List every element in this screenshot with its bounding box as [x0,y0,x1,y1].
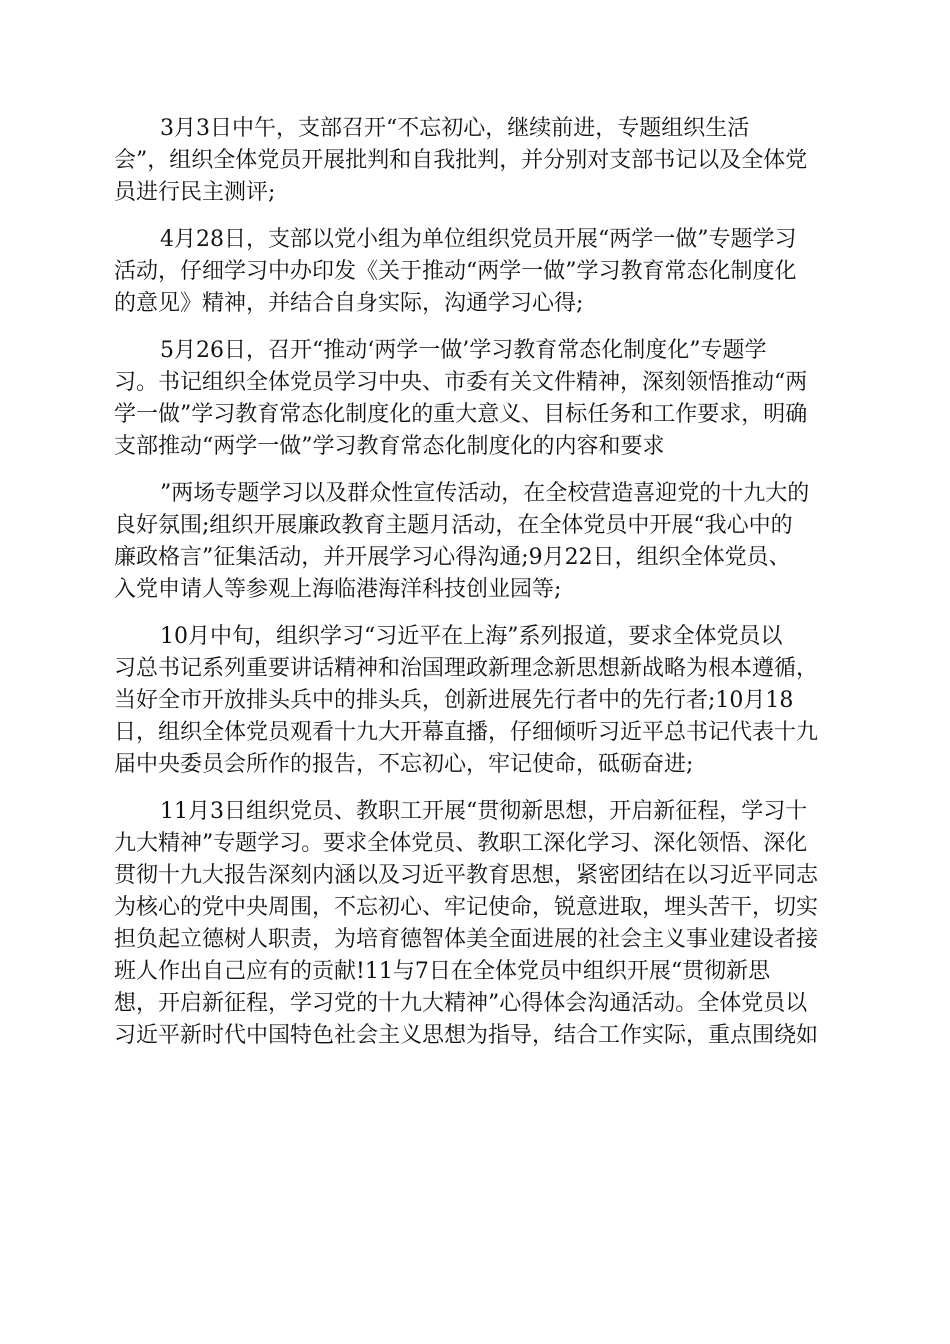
paragraph-propaganda-activities [114,478,838,606]
text-line: 10月中旬，组织学习“习近平在上海”系列报道，要求全体党员以 [160,624,783,649]
paragraph-april-28 [114,224,838,320]
text-line: 习总书记系列重要讲话精神和治国理政新理念新思想新战略为根本遵循， [114,656,819,681]
text-line: 5月26日，召开“推动‘两学一做’学习教育常态化制度化”专题学 [160,338,767,363]
text-line: 九大精神”专题学习。要求全体党员、教职工深化学习、深化领悟、深化 [114,831,808,856]
text-line: 3月3日中午，支部召开“不忘初心，继续前进，专题组织生活 [160,116,750,141]
paragraph-november [114,796,838,1052]
text-line: 想，开启新征程，学习党的十九大精神”心得体会沟通活动。全体党员以 [114,991,808,1016]
text-line: 习。书记组织全体党员学习中央、市委有关文件精神，深刻领悟推动“两 [114,370,808,395]
document-page [114,113,838,1067]
text-line: 届中央委员会所作的报告，不忘初心，牢记使命，砥砺奋进; [114,752,694,777]
text-line: 廉政格言”征集活动，并开展学习心得沟通;9月22日，组织全体党员、 [114,545,791,570]
text-line: 员进行民主测评; [114,180,276,205]
text-line: 4月28日，支部以党小组为单位组织党员开展“两学一做”专题学习 [160,227,797,252]
text-line: 入党申请人等参观上海临港海洋科技创业园等; [114,577,562,602]
paragraph-may-26 [114,335,838,463]
text-line: ”两场专题学习以及群众性宣传活动，在全校营造喜迎党的十九大的 [160,481,810,506]
text-line: 班人作出自己应有的贡献!11与7日在全体党员中组织开展“贯彻新思 [114,959,771,984]
text-line: 担负起立德树人职责，为培育德智体美全面进展的社会主义事业建设者接 [114,927,819,952]
text-line: 日，组织全体党员观看十九大开幕直播，仔细倾听习近平总书记代表十九 [114,720,819,745]
text-line: 贯彻十九大报告深刻内涵以及习近平教育思想，紧密团结在以习近平同志 [114,863,819,888]
text-line: 11月3日组织党员、教职工开展“贯彻新思想，开启新征程，学习十 [160,799,808,824]
text-line: 当好全市开放排头兵中的排头兵，创新进展先行者中的先行者;10月18 [114,688,794,713]
paragraph-october [114,621,838,781]
text-line: 良好氛围;组织开展廉政教育主题月活动，在全体党员中开展“我心中的 [114,513,793,538]
text-line: 会”，组织全体党员开展批判和自我批判，并分别对支部书记以及全体党 [114,148,808,173]
text-line: 习近平新时代中国特色社会主义思想为指导，结合工作实际，重点围绕如 [114,1023,819,1048]
text-line: 支部推动“两学一做”学习教育常态化制度化的内容和要求 [114,434,665,459]
text-line: 学一做”学习教育常态化制度化的重大意义、目标任务和工作要求，明确 [114,402,808,427]
text-line: 为核心的党中央周围，不忘初心、牢记使命，锐意进取，埋头苦干，切实 [114,895,819,920]
text-line: 的意见》精神，并结合自身实际，沟通学习心得; [114,291,584,316]
text-line: 活动，仔细学习中办印发《关于推动“两学一做”学习教育常态化制度化 [114,259,797,284]
paragraph-march-3 [114,113,838,209]
